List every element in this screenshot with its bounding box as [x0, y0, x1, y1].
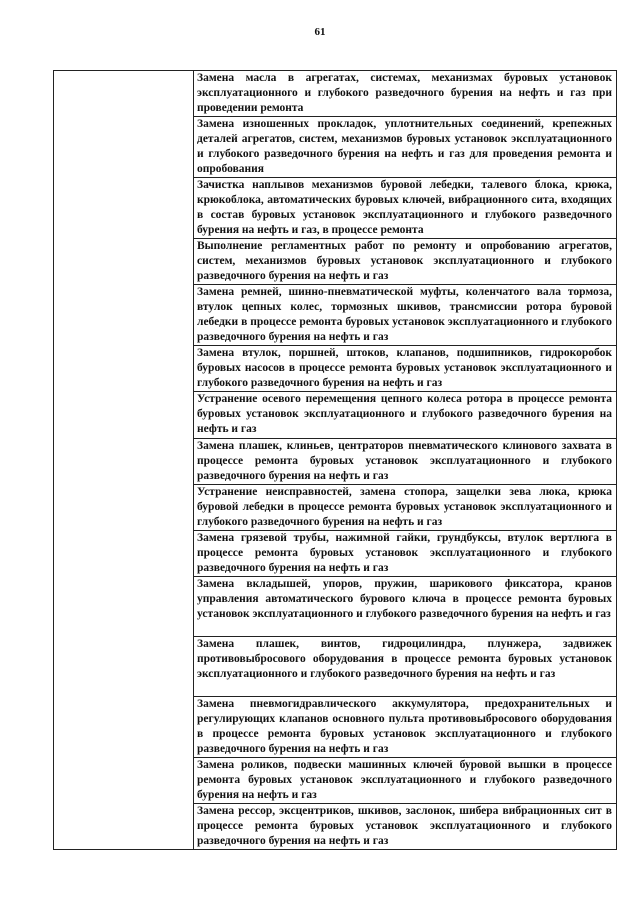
function-cell: [194, 392, 617, 439]
function-text: Замена ремней, шинно-пневматической муфты, коленчатого вала тормоза, втулок цепных колес, тормозных шкивов, трансмиссии ротора буровой лебедки в процессе ремонта буровых установок эксплуатационного и глубокого разведочного бурения на нефть и газ: [197, 286, 612, 343]
function-text: Устранение осевого перемещения цепного колеса ротора в процессе ремонта буровых установок эксплуатационного и глубокого разведочного бурения на нефть и газ: [197, 393, 612, 435]
function-text: Замена плашек, винтов, гидроцилиндра, плунжера, задвижек противовыбросового оборудования в процессе ремонта буровых установок эксплуатационного и глубокого разведочного бурения на нефть и газ: [197, 638, 612, 680]
function-text: Замена грязевой трубы, нажимной гайки, грундбуксы, втулок вертлюга в процессе ремонта буровых установок эксплуатационного и глубокого разведочного бурения на нефть и газ: [197, 532, 612, 574]
function-text: Замена втулок, поршней, штоков, клапанов, подшипников, гидрокоробок буровых насосов в процессе ремонта буровых установок эксплуатационного и глубокого разведочного бурения на нефть и газ: [197, 347, 612, 389]
function-text: Зачистка наплывов механизмов буровой лебедки, талевого блока, крюка, крюкоблока, автоматических буровых ключей, вибрационного сита, входящих в состав буровых установок эксплуатационного и глубокого разведочного бурения на нефть и газ, в процессе ремонта: [197, 179, 612, 236]
function-text: Замена роликов, подвески машинных ключей буровой вышки в процессе ремонта буровых установок эксплуатационного и глубокого разведочного бурения на нефть и газ: [197, 759, 612, 801]
function-cell: [194, 117, 617, 178]
function-text: Замена масла в агрегатах, системах, механизмах буровых установок эксплуатационного и глубокого разведочного бурения на нефть и газ при проведении ремонта: [197, 72, 612, 114]
function-cell: [194, 758, 617, 804]
left-column-cell: [54, 71, 194, 850]
function-cell: [194, 637, 617, 697]
function-cell: [194, 346, 617, 392]
function-cell: [194, 285, 617, 346]
function-cell: [194, 178, 617, 239]
function-cell: [194, 697, 617, 758]
function-cell: [194, 531, 617, 577]
function-cell: [194, 804, 617, 850]
function-text: Замена изношенных прокладок, уплотнительных соединений, крепежных деталей агрегатов, систем, механизмов буровых установок эксплуатационного и глубокого разведочного бурения на нефть и газ для проведения ремонта и опробования: [197, 118, 612, 175]
page-number: 61: [314, 26, 326, 38]
function-text: Замена пневмогидравлического аккумулятора, предохранительных и регулирующих клапанов основного пульта противовыбросового оборудования в процессе ремонта буровых установок эксплуатационного и глубокого разведочного бурения на нефть и газ: [197, 698, 612, 755]
table-row: [54, 71, 617, 117]
function-text: Устранение неисправностей, замена стопора, защелки зева люка, крюка буровой лебедки в процессе ремонта буровых установок эксплуатационного и глубокого разведочного бурения на нефть и газ: [197, 486, 612, 528]
function-cell: [194, 577, 617, 637]
function-cell: [194, 239, 617, 285]
work-functions-table: [53, 70, 617, 850]
function-text: Замена рессор, эксцентриков, шкивов, заслонок, шибера вибрационных сит в процессе ремонта буровых установок эксплуатационного и глубокого разведочного бурения на нефть и газ: [197, 805, 612, 847]
function-text: Выполнение регламентных работ по ремонту и опробованию агрегатов, систем, механизмов буровых установок эксплуатационного и глубокого разведочного бурения на нефть и газ: [197, 240, 612, 282]
function-text: Замена вкладышей, упоров, пружин, шарикового фиксатора, кранов управления автоматического бурового ключа в процессе ремонта буровых установок эксплуатационного и глубокого разведочного бурения на нефть и газ: [197, 578, 612, 620]
function-text: Замена плашек, клиньев, центраторов пневматического клинового захвата в процессе ремонта буровых установок эксплуатационного и глубокого разведочного бурения на нефть и газ: [197, 440, 612, 482]
function-cell: [194, 485, 617, 531]
function-cell: [194, 439, 617, 485]
function-cell: [194, 71, 617, 117]
